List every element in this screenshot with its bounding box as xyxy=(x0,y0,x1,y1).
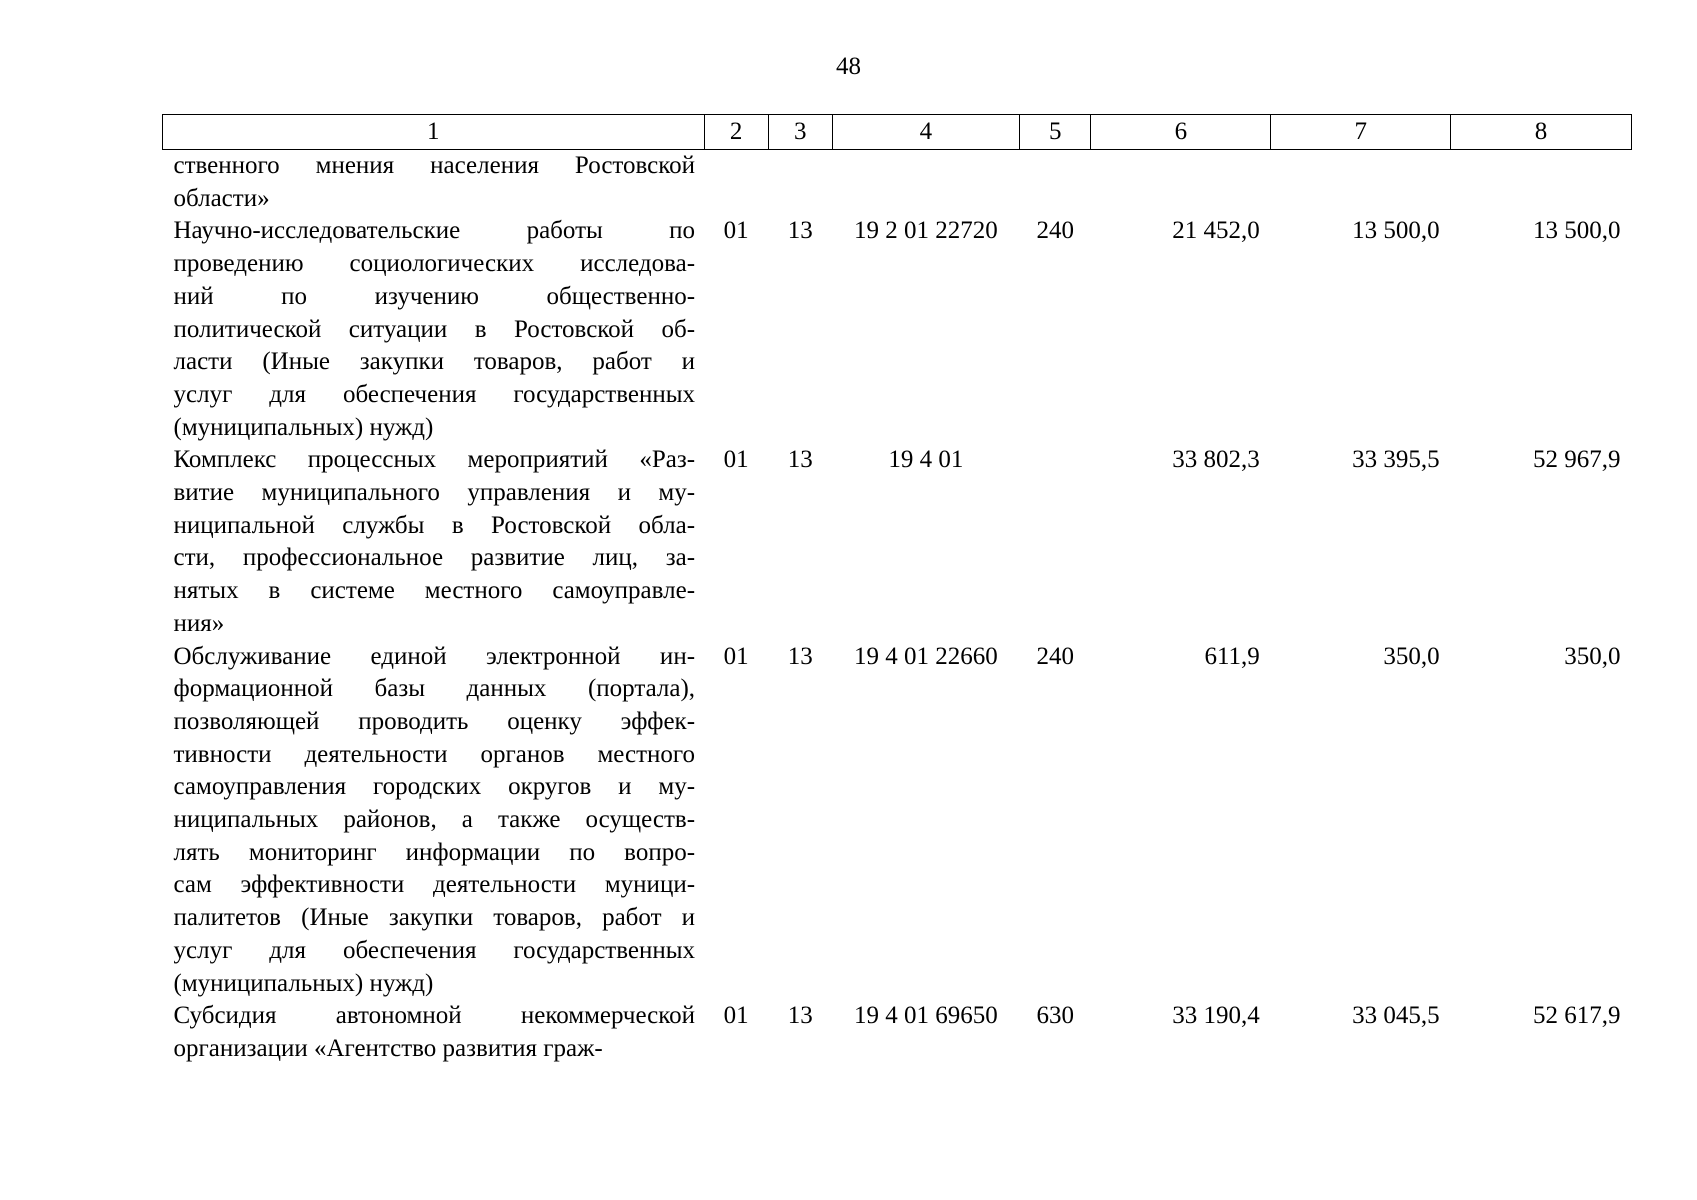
cell-subsection: 13 xyxy=(787,217,813,245)
description-line: Комплекс процессных мероприятий «Раз- xyxy=(173,446,696,474)
cell-subsection: 13 xyxy=(787,1002,813,1030)
cell-amount-year-2: 350,0 xyxy=(1383,642,1440,670)
description-line: ственного мнения населения Ростовской xyxy=(173,152,696,179)
description-line: (муниципальных) нужд) xyxy=(173,413,434,441)
budget-table xyxy=(162,114,1632,1066)
cell-amount-year-2: 33 045,5 xyxy=(1352,1002,1440,1030)
cell-expense-type: 630 xyxy=(1036,1002,1074,1030)
column-header-6: 6 xyxy=(1091,115,1271,150)
column-header-3: 3 xyxy=(768,115,832,150)
cell-target-article: 19 4 01 xyxy=(888,446,964,474)
cell-subsection: 13 xyxy=(787,642,813,670)
description-line: ния» xyxy=(173,609,225,637)
cell-amount-year-3: 52 967,9 xyxy=(1533,446,1621,474)
cell-target-article xyxy=(832,150,1019,216)
cell-expense-type: 240 xyxy=(1036,642,1074,670)
description-line: организации «Агентство развития граж- xyxy=(173,1034,603,1062)
cell-section: 01 xyxy=(723,446,749,474)
cell-amount-year-2: 13 500,0 xyxy=(1352,217,1440,245)
cell-subsection: 13 xyxy=(787,446,813,474)
description-line: услуг для обеспечения государственных xyxy=(173,936,696,964)
description-line: (муниципальных) нужд) xyxy=(173,969,434,997)
table-body xyxy=(163,150,1632,1066)
description-line: самоуправления городских округов и му- xyxy=(173,773,696,801)
cell-target-article: 19 4 01 22660 xyxy=(854,642,998,670)
cell-target-article: 19 2 01 22720 xyxy=(854,217,998,245)
description-line: проведению социологических исследова- xyxy=(173,250,696,278)
description-line: Субсидия автономной некоммерческой xyxy=(173,1002,696,1030)
description-line: ниципальной службы в Ростовской обла- xyxy=(173,511,696,539)
description-line: позволяющей проводить оценку эффек- xyxy=(173,707,696,735)
description-line: услуг для обеспечения государственных xyxy=(173,380,696,408)
table-row xyxy=(163,641,1632,1001)
cell-expense-type: 240 xyxy=(1036,217,1074,245)
description-line: политической ситуации в Ростовской об- xyxy=(173,315,696,343)
description-line: витие муниципального управления и му- xyxy=(173,479,696,507)
table-row xyxy=(163,444,1632,640)
description-line: сам эффективности деятельности муници- xyxy=(173,871,696,899)
description-line: ниципальных районов, а также осуществ- xyxy=(173,806,696,834)
table-row xyxy=(163,215,1632,444)
description-line: формационной базы данных (портала), xyxy=(173,675,696,703)
cell-section: 01 xyxy=(723,217,749,245)
description-line: области» xyxy=(173,184,270,212)
table-row xyxy=(163,150,1632,216)
description-line: ний по изучению общественно- xyxy=(173,282,696,310)
description-line: палитетов (Иные закупки товаров, работ и xyxy=(173,904,696,932)
page-number: 48 xyxy=(836,53,861,80)
table-row xyxy=(163,1000,1632,1065)
column-header-1: 1 xyxy=(163,115,705,150)
column-header-2: 2 xyxy=(704,115,768,150)
cell-description xyxy=(163,641,705,1001)
description-line: ласти (Иные закупки товаров, работ и xyxy=(173,348,696,376)
column-header-5: 5 xyxy=(1019,115,1091,150)
description-line: тивности деятельности органов местного xyxy=(173,740,696,768)
cell-amount-year-1 xyxy=(1091,150,1271,216)
cell-amount-year-3: 13 500,0 xyxy=(1533,217,1621,245)
cell-description xyxy=(163,1000,705,1065)
cell-amount-year-1: 33 190,4 xyxy=(1172,1002,1260,1030)
cell-section: 01 xyxy=(723,642,749,670)
cell-section xyxy=(704,150,768,216)
cell-expense-type xyxy=(1019,444,1091,640)
column-header-4: 4 xyxy=(832,115,1019,150)
cell-expense-type xyxy=(1019,150,1091,216)
cell-amount-year-1: 611,9 xyxy=(1204,642,1260,670)
column-header-8: 8 xyxy=(1451,115,1632,150)
description-line: сти, профессиональное развитие лиц, за- xyxy=(173,544,696,572)
cell-amount-year-2 xyxy=(1271,150,1451,216)
cell-target-article: 19 4 01 69650 xyxy=(854,1002,998,1030)
cell-amount-year-3: 52 617,9 xyxy=(1533,1002,1621,1030)
cell-description xyxy=(163,444,705,640)
description-line: нятых в системе местного самоуправле- xyxy=(173,577,696,605)
cell-subsection xyxy=(768,150,832,216)
cell-amount-year-1: 21 452,0 xyxy=(1172,217,1260,245)
cell-section: 01 xyxy=(723,1002,749,1030)
cell-description xyxy=(163,150,705,216)
cell-amount-year-3: 350,0 xyxy=(1564,642,1621,670)
cell-description xyxy=(163,215,705,444)
description-line: Научно-исследовательские работы по xyxy=(173,217,696,245)
description-line: Обслуживание единой электронной ин- xyxy=(173,642,696,670)
cell-amount-year-2: 33 395,5 xyxy=(1352,446,1440,474)
description-line: лять мониторинг информации по вопро- xyxy=(173,838,696,866)
cell-amount-year-1: 33 802,3 xyxy=(1172,446,1260,474)
cell-amount-year-3 xyxy=(1451,150,1632,216)
header-row xyxy=(163,115,1632,150)
column-header-7: 7 xyxy=(1271,115,1451,150)
